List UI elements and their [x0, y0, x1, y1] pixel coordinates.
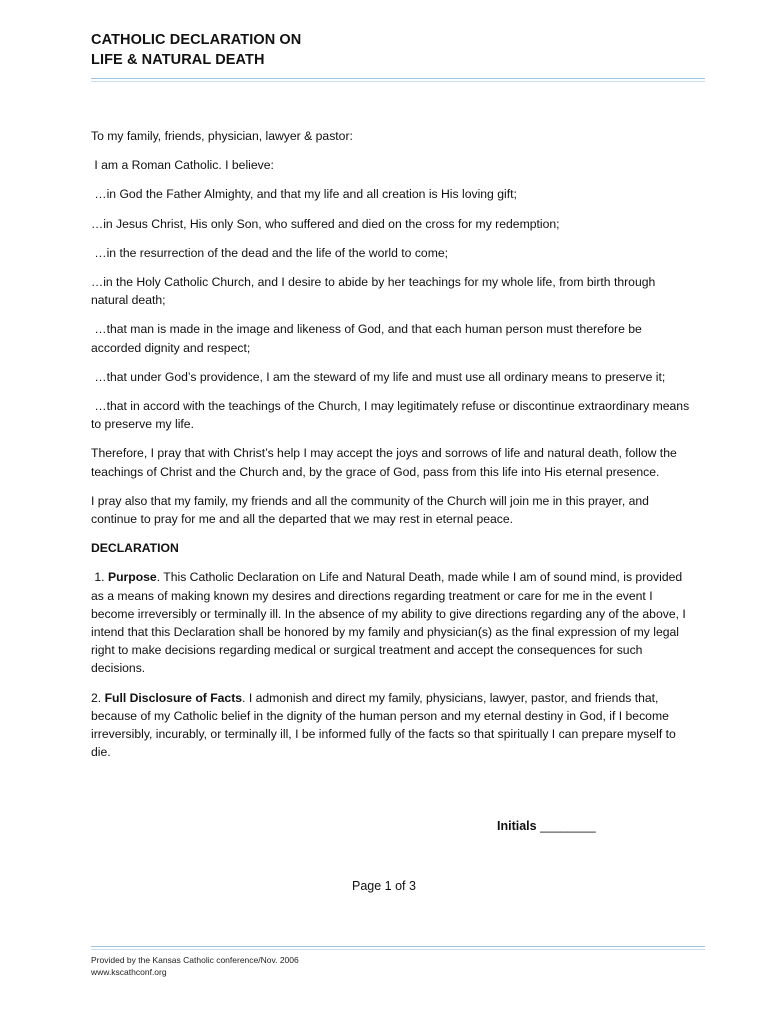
footer-provider: Provided by the Kansas Catholic conference/Nov. 2006	[91, 955, 299, 965]
item-number: 1.	[91, 570, 108, 585]
item-number: 2.	[91, 690, 105, 705]
declaration-item-2	[91, 689, 691, 762]
page-number: Page 1 of 3	[352, 879, 416, 893]
item-label: Purpose	[107, 570, 157, 585]
declaration-heading: DECLARATION	[91, 541, 179, 556]
belief-item: …in God the Father Almighty, and that my life and all creation is His loving gift;	[91, 187, 517, 202]
belief-item: …in the resurrection of the dead and the life of the world to come;	[91, 245, 449, 260]
belief-item: …that in accord with the teachings of the Church, I may legitimately refuse or discontinue extraordinary means to preserve my life.	[91, 399, 693, 432]
footer	[91, 954, 299, 978]
pray-also-paragraph: I pray also that my family, my friends and all the community of the Church will join me in this prayer, and continue to pray for me and all the departed that we may rest in eternal peace.	[91, 493, 649, 527]
footer-url[interactable]: www.kscathconf.org	[91, 967, 167, 977]
salutation: To my family, friends, physician, lawyer & pastor:	[91, 129, 353, 143]
initials-field[interactable]	[497, 819, 596, 833]
document-body	[91, 127, 691, 761]
document-title	[91, 30, 301, 70]
initials-blank[interactable]: ________	[536, 819, 596, 833]
title-line-2: LIFE & NATURAL DEATH	[91, 52, 265, 68]
belief-item: …that under God’s providence, I am the steward of my life and must use all ordinary means to preserve it;	[91, 369, 666, 384]
therefore-paragraph: Therefore, I pray that with Christ’s help I may accept the joys and sorrows of life and natural death, follow the teachings of Christ and the Church and, by the grace of God, pass from this life into His eternal presence.	[91, 446, 677, 479]
item-text: . This Catholic Declaration on Life and Natural Death, made while I am of sound mind, is provided as a means of making known my desires and directions regarding treatment or care for me in the event I become irreversibly or terminally ill. In the absence of my ability to give directions regarding any of the above, I intend that this Declaration shall be honored by my family and physician(s) as the final expression of my legal right to make decisions regarding medical or surgical treatment and accept the consequences for such decisions.	[91, 570, 690, 676]
initials-label: Initials	[497, 819, 537, 833]
belief-item: …in the Holy Catholic Church, and I desire to abide by her teachings for my whole life, from birth through natural death;	[91, 275, 656, 308]
declaration-item-1	[91, 568, 691, 677]
item-label: Full Disclosure of Facts	[104, 690, 243, 705]
title-line-1: CATHOLIC DECLARATION ON	[91, 32, 302, 48]
belief-item: …that man is made in the image and likeness of God, and that each human person must therefore be accorded dignity and respect;	[91, 322, 646, 355]
belief-item: …in Jesus Christ, His only Son, who suffered and died on the cross for my redemption;	[91, 216, 560, 231]
intro-paragraph: I am a Roman Catholic. I believe:	[91, 158, 274, 173]
item-text: . I admonish and direct my family, physicians, lawyer, pastor, and friends that, because of my Catholic belief in the dignity of the human person and my eternal destiny in God, if I become irreversibly, incurably, or terminally ill, I be informed fully of the facts so that spiritually I can prepare myself to die.	[91, 690, 680, 760]
